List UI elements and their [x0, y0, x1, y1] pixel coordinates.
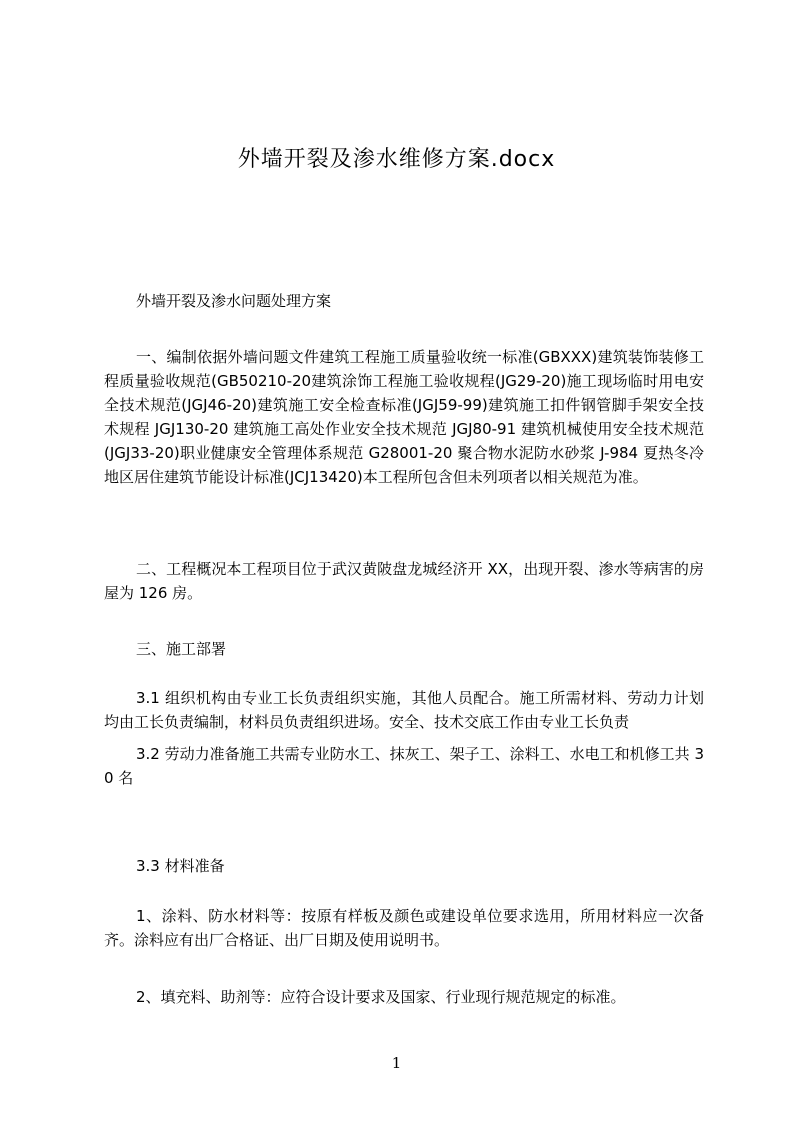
- paragraph-coatings: 1、涂料、防水材料等：按原有样板及颜色或建设单位要求选用，所用材料应一次备齐。涂料应有出厂合格证、出厂日期及使用说明书。: [104, 907, 704, 949]
- paragraph-materials-heading: 3.3 材料准备: [136, 857, 225, 875]
- paragraph-fillers: 2、填充料、助剂等：应符合设计要求及国家、行业现行规范规定的标准。: [136, 988, 626, 1006]
- paragraph-organization: 3.1 组织机构由专业工长负责组织实施，其他人员配合。施工所需材料、劳动力计划均由工长负责编制，材料员负责组织进场。安全、技术交底工作由专业工长负责: [104, 689, 704, 731]
- document-title: 外墙开裂及渗水维修方案.docx: [237, 147, 556, 172]
- paragraph-heading: 外墙开裂及渗水问题处理方案: [136, 292, 332, 310]
- paragraph-overview: 二、工程概况本工程项目位于武汉黄陂盘龙城经济开 XX，出现开裂、渗水等病害的房屋为 126 房。: [104, 560, 704, 602]
- paragraph-basis: 一、编制依据外墙问题文件建筑工程施工质量验收统一标准(GBXXX)建筑装饰装修工程质量验收规范(GB50210-20建筑涂饰工程施工验收规程(JG29-20)施工现场临时用电安全技术规范(JGJ46-20)建筑施工安全检查标准(JGJ59-99)建筑施工扣件钢管脚手架安全技术规程 JGJ130-20 建筑施工高处作业安全技术规范 JGJ80-91 建筑机械使用安全技术规范(JGJ33-20)职业健康安全管理体系规范 G28001-20 聚合物水泥防水砂浆 J-984 夏热冬冷地区居住建筑节能设计标准(JCJ13420)本工程所包含但未列项者以相关规范为准。: [104, 348, 704, 486]
- paragraph-labor: 3.2 劳动力准备施工共需专业防水工、抹灰工、架子工、涂料工、水电工和机修工共 30 名: [104, 745, 704, 787]
- page-number: 1: [391, 1054, 402, 1072]
- paragraph-deployment-heading: 三、施工部署: [136, 640, 227, 658]
